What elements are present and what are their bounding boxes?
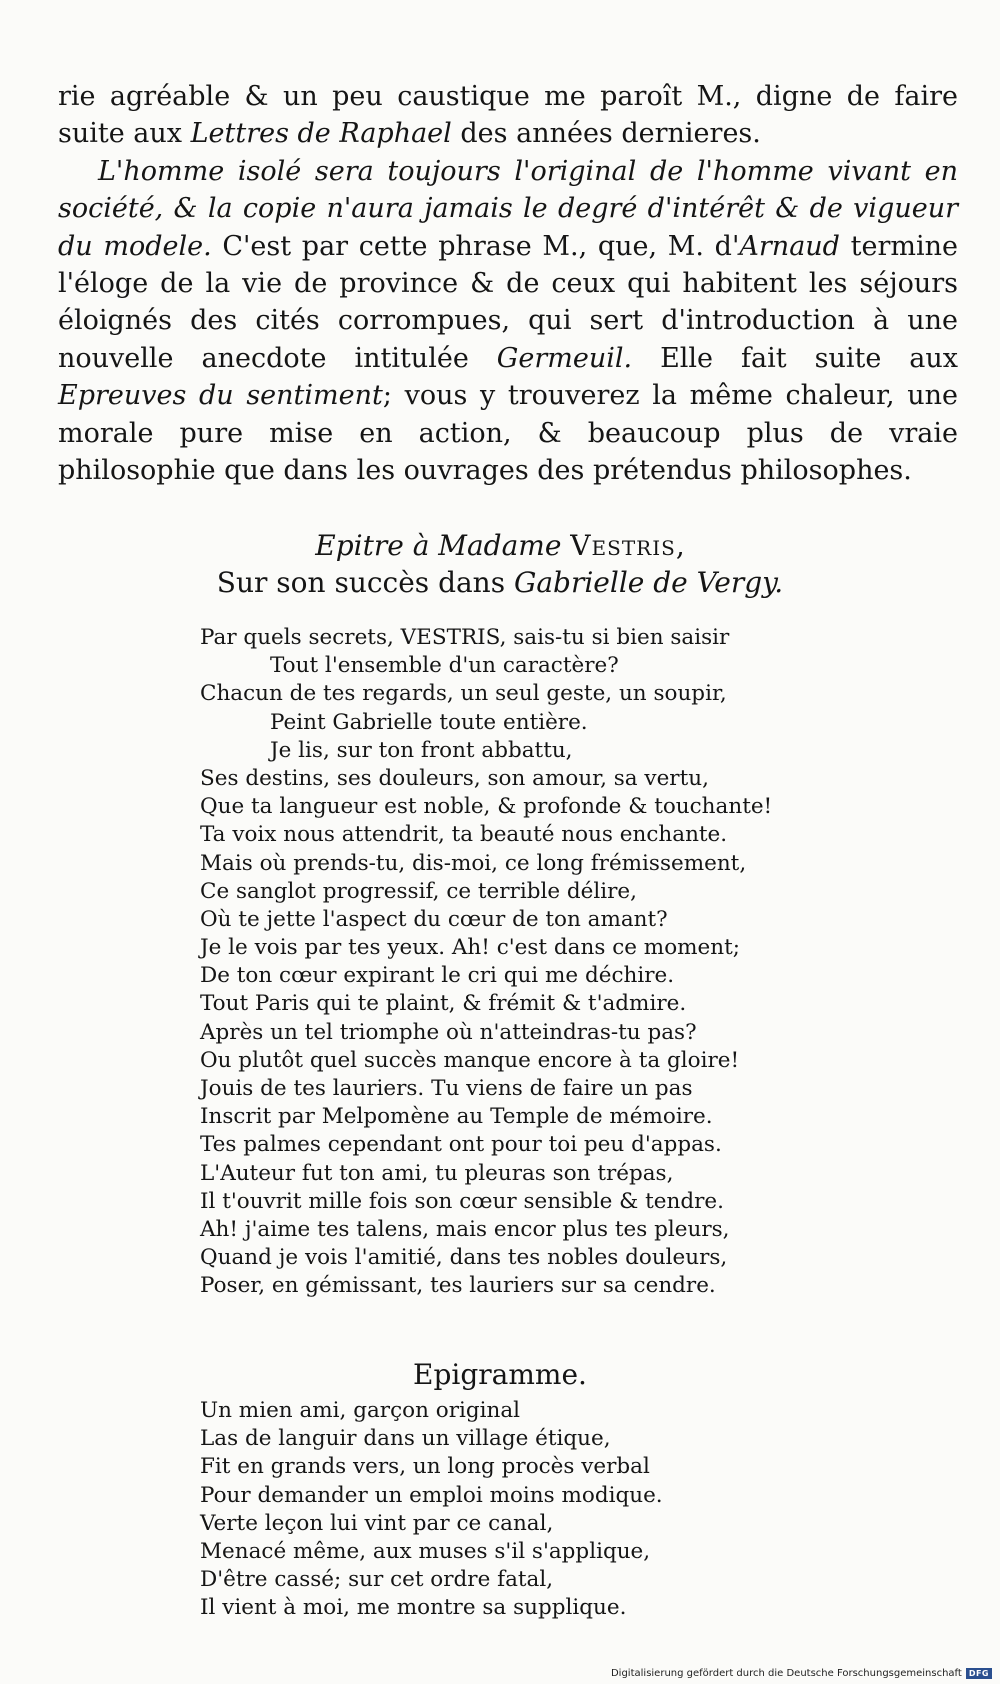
poem-title-suffix: ,	[675, 529, 685, 562]
poem-subtitle-italic: Gabrielle de Vergy.	[513, 566, 784, 599]
author-name: Arnaud	[739, 230, 840, 262]
epigram-title: Epigramme.	[413, 1358, 587, 1391]
verse-line: Ah! j'aime tes talens, mais encor plus tes pleurs,	[200, 1216, 730, 1242]
paragraph-2-text-1: C'est par cette phrase M., que, M. d'	[211, 230, 740, 262]
epigram-line: Menacé même, aux muses s'il s'applique,	[200, 1538, 651, 1564]
verse-line: Il t'ouvrit mille fois son cœur sensible & tendre.	[200, 1188, 724, 1214]
verse-line: L'Auteur fut ton ami, tu pleuras son trépas,	[200, 1160, 674, 1186]
verse-line: Que ta langueur est noble, & profonde & touchante!	[200, 794, 773, 820]
epigram-line: Fit en grands vers, un long procès verbal	[200, 1454, 650, 1480]
dfg-logo-icon: DFG	[966, 1668, 992, 1679]
prose-block	[58, 78, 958, 489]
verse-line: Inscrit par Melpomène au Temple de mémoire.	[200, 1104, 713, 1130]
paragraph-1-end: des années dernieres.	[451, 118, 761, 150]
epigram-verse	[200, 1397, 760, 1623]
epigram-line: Verte leçon lui vint par ce canal,	[200, 1510, 554, 1536]
verse-line: Où te jette l'aspect du cœur de ton amant?	[200, 906, 668, 932]
paragraph-1-italic: Lettres de Raphael	[190, 118, 452, 150]
epigram-line: Il vient à moi, me montre sa supplique.	[200, 1595, 627, 1621]
verse-line: Après un tel triomphe où n'atteindras-tu pas?	[200, 1019, 697, 1045]
poem-subtitle-prefix: Sur son succès dans	[216, 566, 514, 599]
verse-line: Je le vois par tes yeux. Ah! c'est dans ce moment;	[200, 935, 740, 961]
verse-line: Chacun de tes regards, un seul geste, un soupir,	[200, 681, 727, 707]
work-title: Epreuves du sentiment	[58, 380, 383, 412]
poem-subtitle	[0, 565, 1000, 601]
verse-line: De ton cœur expirant le cri qui me déchire.	[200, 963, 675, 989]
paragraph-1	[58, 78, 958, 153]
paragraph-2-text-4: ; vous y trouverez la même chaleur, une morale pure mise en action, & beaucoup plus de vraie philosophie que dans les ouvrages des prétendus philosophes.	[58, 380, 958, 487]
verse-line: Ou plutôt quel succès manque encore à ta gloire!	[200, 1047, 740, 1073]
epigram-line: Pour demander un emploi moins modique.	[200, 1482, 663, 1508]
footer-credit: Digitalisierung gefördert durch die Deutsche Forschungsgemeinschaft	[610, 1668, 962, 1679]
paragraph-1-text: rie agréable & un peu caustique me paroît M., digne de faire suite aux	[58, 81, 958, 150]
verse-line: Tout Paris qui te plaint, & frémit & t'admire.	[200, 991, 687, 1017]
poem-title	[0, 528, 1000, 564]
poem-title-prefix: Epitre à Madame	[315, 529, 571, 562]
epigram-line: Las de languir dans un village étique,	[200, 1426, 611, 1452]
verse-line: Jouis de tes lauriers. Tu viens de faire un pas	[200, 1076, 693, 1101]
verse-line: Par quels secrets, VESTRIS, sais-tu si bien saisir	[200, 625, 730, 650]
verse-line: Tout l'ensemble d'un caractère?	[270, 653, 619, 679]
paragraph-2-text-2: termine l'éloge de la vie de province & de ceux qui habitent les séjours éloignés des cités corrompues, qui sert d'introduction à une nouvelle anecdote intitulée	[58, 230, 958, 374]
epigram-line: Un mien ami, garçon original	[200, 1398, 521, 1423]
poem-title-name: Vestris	[570, 529, 676, 562]
verse-line: Tes palmes cependant ont pour toi peu d'appas.	[200, 1132, 722, 1158]
digitization-footer	[611, 1668, 992, 1679]
quote-italic: L'homme isolé sera toujours l'original de l'homme vivant en société, & la copie n'aura jamais le degré d'intérêt & de vigueur du modele.	[58, 155, 958, 262]
verse-line: Poser, en gémissant, tes lauriers sur sa cendre.	[200, 1273, 716, 1299]
verse-line: Mais où prends-tu, dis-moi, ce long frémissement,	[200, 850, 747, 876]
paragraph-2-text-3: Elle fait suite aux	[632, 342, 958, 374]
verse-line: Quand je vois l'amitié, dans tes nobles douleurs,	[200, 1245, 728, 1271]
paragraph-2	[58, 153, 958, 490]
verse-line: Ses destins, ses douleurs, son amour, sa vertu,	[200, 765, 709, 791]
anecdote-title: Germeuil.	[496, 342, 633, 374]
verse-line: Ce sanglot progressif, ce terrible délire,	[200, 878, 637, 904]
verse-line: Ta voix nous attendrit, ta beauté nous enchante.	[200, 822, 728, 848]
verse-line: Je lis, sur ton front abbattu,	[270, 737, 573, 763]
epigram-line: D'être cassé; sur cet ordre fatal,	[200, 1567, 554, 1593]
verse-line: Peint Gabrielle toute entière.	[270, 709, 588, 735]
poem-verse	[200, 624, 773, 1301]
